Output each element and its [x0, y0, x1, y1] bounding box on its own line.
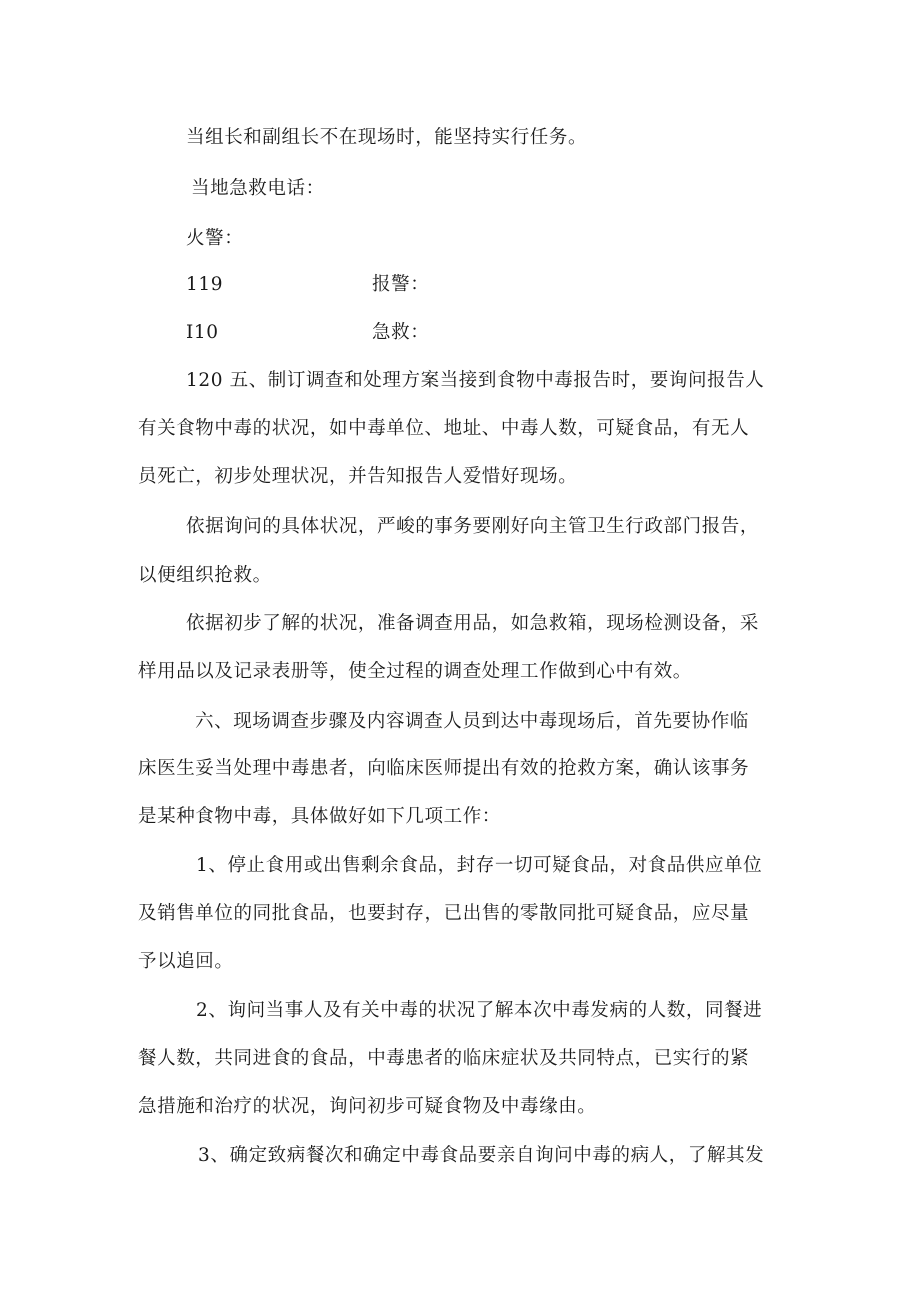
phone-number: 119 — [186, 274, 224, 295]
phone-label: 报警： — [372, 274, 430, 295]
phone-row — [186, 274, 846, 296]
list-item-line: 3、确定致病餐次和确定中毒食品要亲自询问中毒的病人，了解其发 — [198, 1145, 765, 1166]
text-line: 当地急救电话： — [191, 178, 325, 199]
section-heading-line: 120 五、制订调查和处理方案当接到食物中毒报告时，要询问报告人 — [186, 370, 765, 391]
text-line: 是某种食物中毒，具体做好如下几项工作： — [138, 806, 501, 827]
text-line: 样用品以及记录表册等，使全过程的调查处理工作做到心中有效。 — [138, 661, 692, 682]
text-line: 及销售单位的同批食品，也要封存，已出售的零散同批可疑食品，应尽量 — [138, 903, 750, 924]
text-line: 依据初步了解的状况，准备调查用品，如急救箱，现场检测设备，采 — [186, 613, 760, 634]
text-line: 床医生妥当处理中毒患者，向临床医师提出有效的抢救方案，确认该事务 — [138, 758, 750, 779]
phone-row — [186, 322, 846, 344]
section-heading-line: 六、现场调查步骤及内容调查人员到达中毒现场后，首先要协作临 — [195, 711, 749, 732]
text-line: 急措施和治疗的状况，询问初步可疑食物及中毒缘由。 — [138, 1096, 597, 1117]
text-line: 有关食物中毒的状况，如中毒单位、地址、中毒人数，可疑食品，有无人 — [138, 418, 750, 439]
phone-label: 急救： — [372, 322, 430, 343]
list-item-line: 2、询问当事人及有关中毒的状况了解本次中毒发病的人数，同餐进 — [196, 1000, 763, 1021]
text-line: 火警： — [186, 228, 244, 249]
text-line: 餐人数，共同进食的食品，中毒患者的临床症状及共同特点，已实行的紧 — [138, 1048, 750, 1069]
text-line: 员死亡，初步处理状况，并告知报告人爱惜好现场。 — [138, 466, 578, 487]
text-line: 予以追回。 — [138, 951, 234, 972]
list-item-line: 1、停止食用或出售剩余食品，封存一切可疑食品，对食品供应单位 — [196, 855, 763, 876]
phone-number: I10 — [186, 322, 219, 343]
text-line: 依据询问的具体状况，严峻的事务要刚好向主管卫生行政部门报告， — [186, 516, 760, 537]
text-line: 当组长和副组长不在现场时，能坚持实行任务。 — [186, 127, 588, 148]
text-line: 以便组织抢救。 — [138, 565, 272, 586]
